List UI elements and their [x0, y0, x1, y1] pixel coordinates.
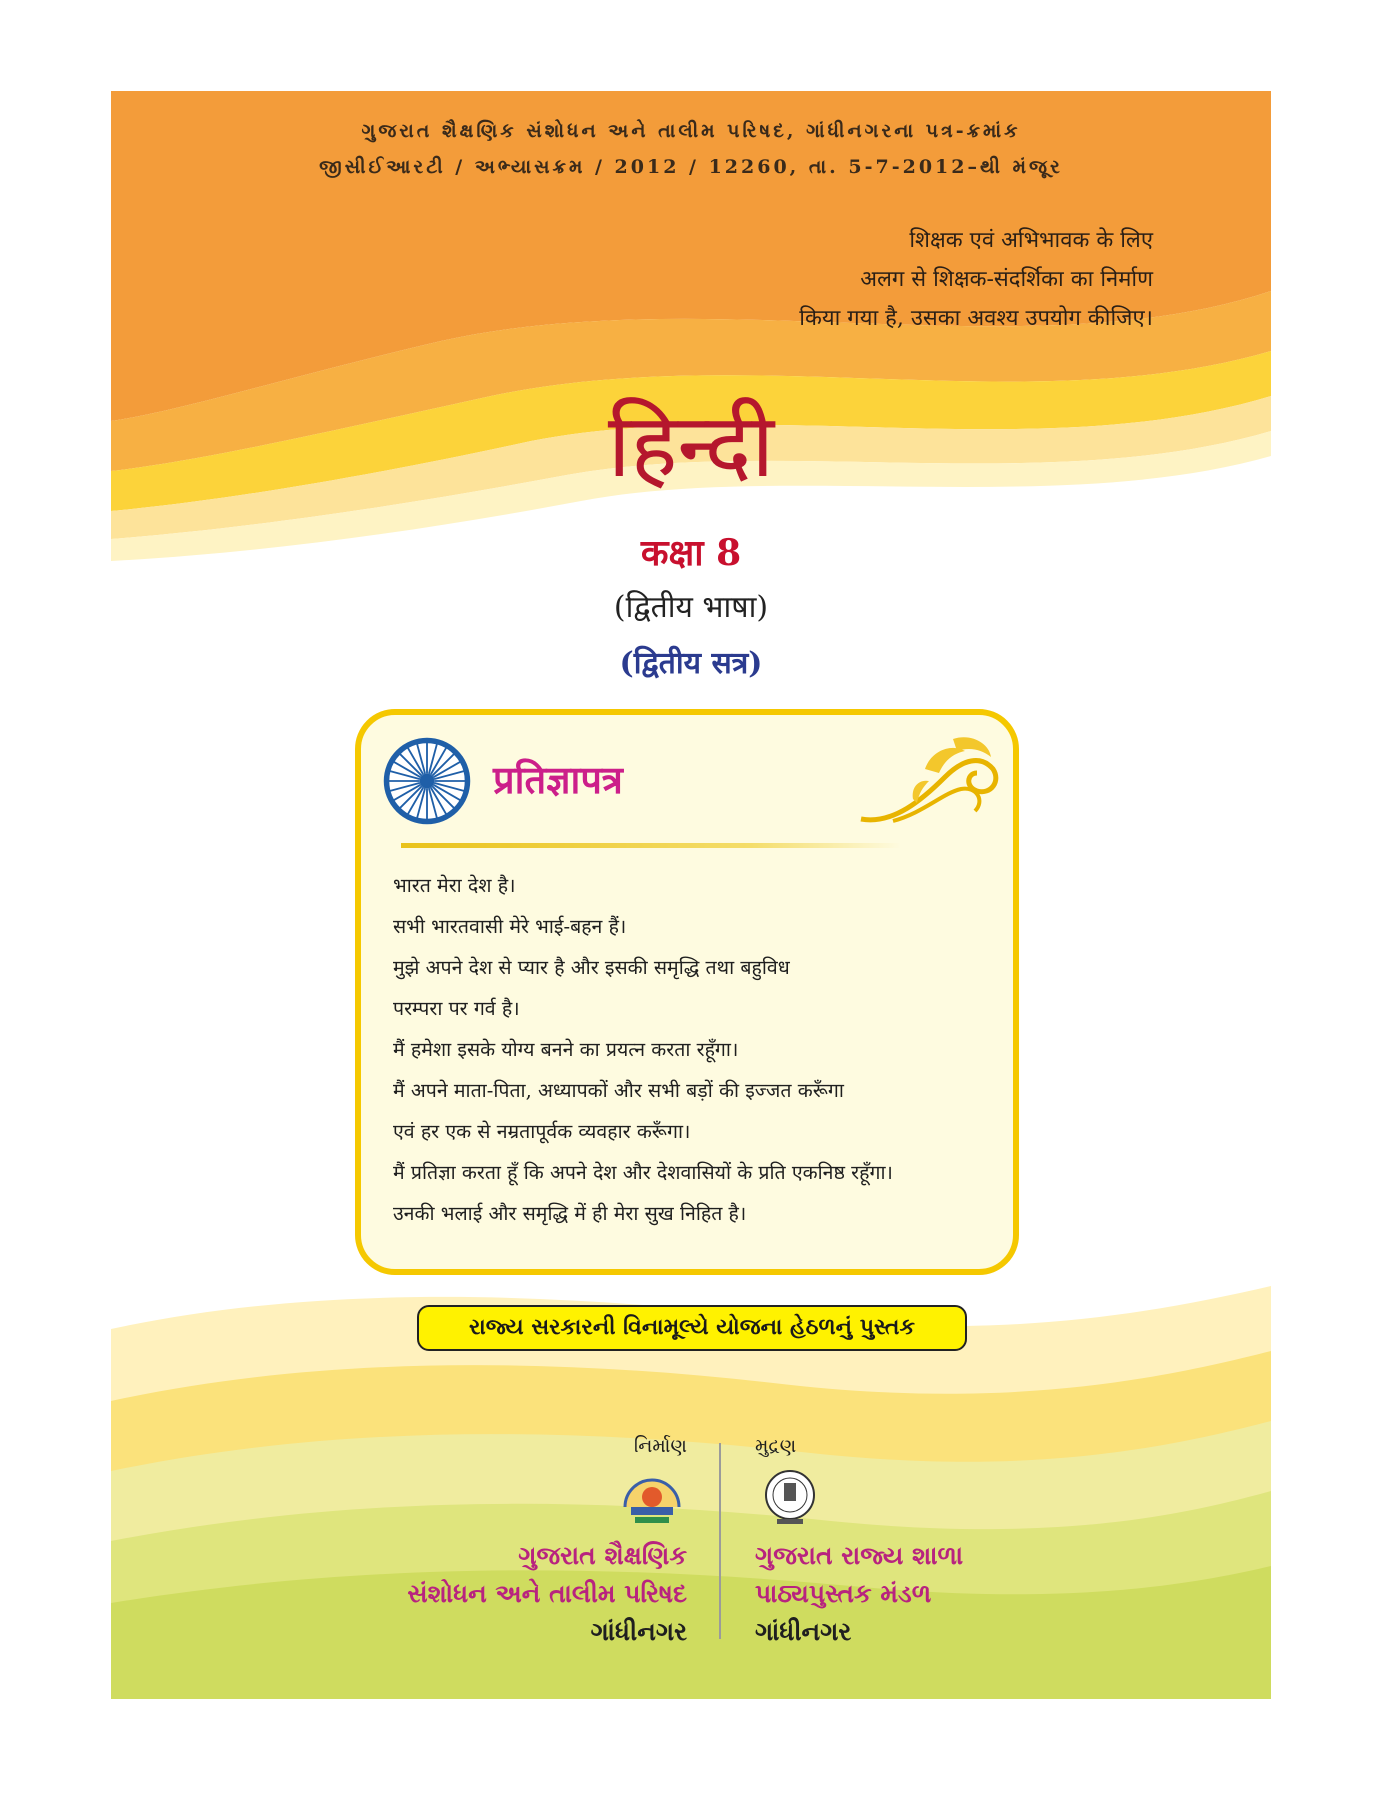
pledge-line: मैं प्रतिज्ञा करता हूँ कि अपने देश और देशवासियों के प्रति एकनिष्ठ रहूँगा।: [393, 1161, 893, 1184]
pledge-line: उनकी भलाई और समृद्धि में ही मेरा सुख निहित है।: [393, 1202, 747, 1225]
approval-line-1: ગુજરાત શૈક્ષણિક સંશોધન અને તાલીમ પરિષદ, ગાંધીનગરના પત્ર-ક્રમાંક: [361, 120, 1021, 142]
language-label: (द्वितीय भाषा): [613, 590, 769, 625]
teacher-guide-note: [593, 221, 1153, 338]
pledge-box: [355, 709, 1019, 1275]
pledge-title-underline: [401, 843, 901, 848]
production-name-line-2: સંશોધન અને તાલીમ પરિષદ: [407, 1579, 687, 1608]
pledge-text: [393, 865, 997, 1234]
printing-city: ગાંધીનગર: [755, 1617, 852, 1646]
note-line-1: शिक्षक एवं अभिभावक के लिए: [909, 228, 1153, 253]
credit-divider: [719, 1443, 721, 1639]
subject-title: हिन्दी: [607, 394, 775, 497]
gcert-logo-icon: [617, 1467, 687, 1527]
production-label: નિર્માણ: [633, 1435, 687, 1457]
printing-credit: [755, 1431, 1175, 1651]
textbook-board-seal-icon: [755, 1467, 825, 1527]
printing-name-line-2: પાઠ્યપુસ્તક મંડળ: [755, 1579, 932, 1608]
production-name-line-1: ગુજરાત શૈક્ષણિક: [518, 1541, 687, 1570]
printing-name-line-1: ગુજરાત રાજ્ય શાળા: [755, 1541, 964, 1570]
note-line-3: किया गया है, उसका अवश्य उपयोग कीजिए।: [799, 306, 1153, 331]
printing-label: મુદ્રણ: [755, 1435, 797, 1457]
pledge-line: एवं हर एक से नम्रतापूर्वक व्यवहार करूँगा।: [393, 1120, 691, 1143]
book-cover: [111, 91, 1271, 1699]
approval-line-2: જીસીઈઆરટી / અભ્યાસક્રમ / 2012 / 12260, તા. 5-7-2012–થી મંજૂર: [319, 156, 1063, 178]
pledge-line: मुझे अपने देश से प्यार है और इसकी समृद्धि तथा बहुविध: [393, 956, 790, 979]
pledge-line: परम्परा पर गर्व है।: [393, 997, 520, 1020]
production-credit: [267, 1431, 687, 1651]
production-city: ગાંધીનગર: [590, 1617, 687, 1646]
pledge-line: मैं हमेशा इसके योग्य बनने का प्रयत्न करता रहूँगा।: [393, 1038, 739, 1061]
term-label: (द्वितीय सत्र): [619, 646, 763, 681]
ashoka-chakra-icon: [381, 735, 473, 827]
pledge-line: भारत मेरा देश है।: [393, 874, 516, 897]
pledge-line: मैं अपने माता-पिता, अध्यापकों और सभी बड़ों की इज्जत करूँगा: [393, 1079, 844, 1102]
floral-swirl-icon: [853, 729, 1003, 833]
note-line-2: अलग से शिक्षक-संदर्शिका का निर्माण: [860, 267, 1153, 292]
pledge-line: सभी भारतवासी मेरे भाई-बहन हैं।: [393, 915, 627, 938]
approval-notice: [111, 113, 1271, 185]
class-label: कक्षा 8: [640, 532, 742, 574]
pledge-title: प्रतिज्ञापत्र: [493, 757, 623, 802]
free-scheme-banner: રાજ્ય સરકારની વિનામૂલ્યે યોજના હેઠળનું પુસ્તક: [417, 1305, 967, 1351]
